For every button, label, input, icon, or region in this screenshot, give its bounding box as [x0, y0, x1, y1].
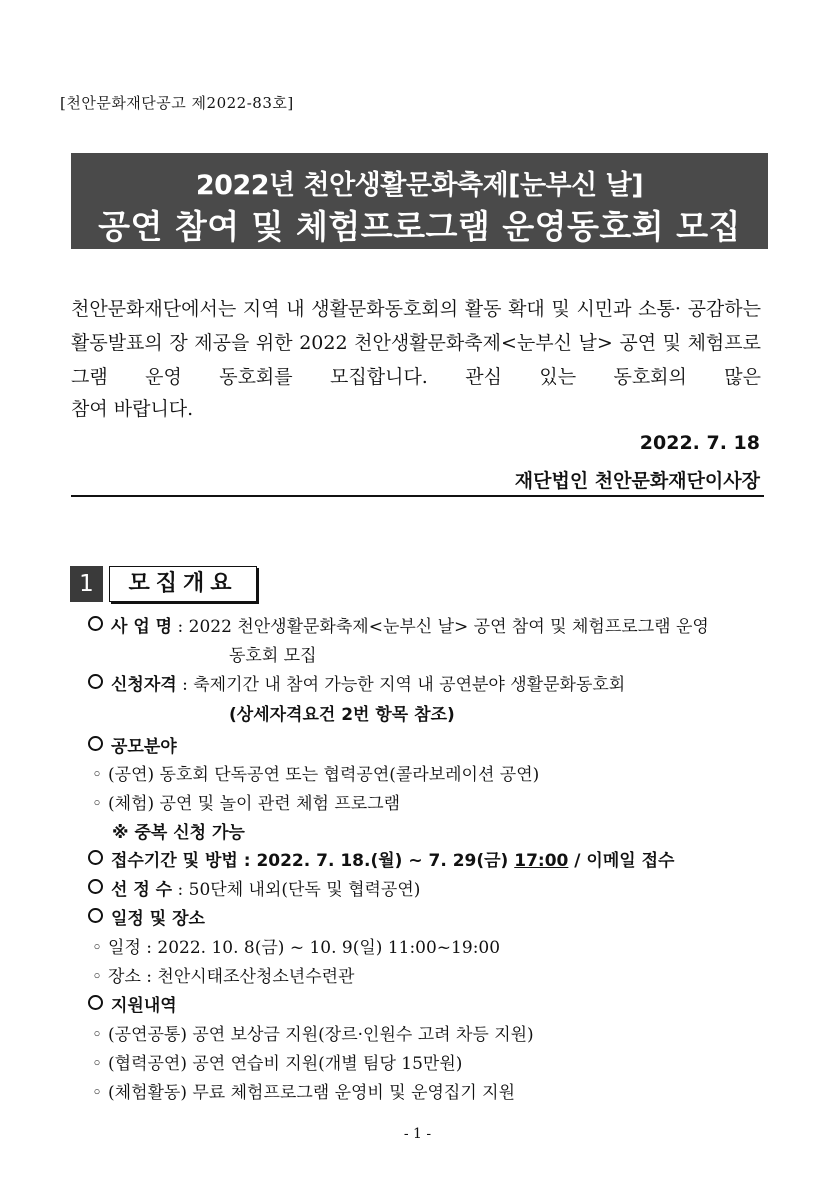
small-circle-bullet-icon: ◦ [92, 794, 103, 814]
schedule-item: ◦ 장소 : 천안시태조산청소년수련관 [92, 967, 355, 987]
divider-line [71, 495, 764, 497]
circle-bullet-icon [88, 908, 103, 923]
qualification-note: (상세자격요건 2번 항목 참조) [229, 705, 455, 725]
title-banner [71, 153, 768, 249]
period-time: 17:00 [514, 851, 569, 871]
intro-last-line: 참여 바랍니다. [71, 398, 194, 420]
signer: 재단법인 천안문화재단이사장 [514, 470, 760, 492]
business-value-cont: 동호회 모집 [229, 646, 317, 666]
fields-row [88, 732, 177, 757]
circle-bullet-icon [88, 995, 103, 1010]
qualification-label: 신청자격 [111, 675, 177, 695]
support-item: ◦ (협력공연) 공연 연습비 지원(개별 팀당 15만원) [92, 1054, 463, 1074]
business-sep: : [172, 617, 189, 637]
circle-bullet-icon [88, 879, 103, 894]
support-label: 지원내역 [111, 996, 177, 1016]
circle-bullet-icon [88, 736, 103, 751]
schedule-label: 일정 및 장소 [111, 909, 205, 929]
schedule-row [88, 904, 205, 929]
support-item: ◦ (공연공통) 공연 보상금 지원(장르·인원수 고려 차등 지원) [92, 1025, 534, 1045]
period-value: 2022. 7. 18.(월) ~ 7. 29(금) [256, 851, 515, 871]
selection-sep: : [172, 880, 189, 900]
support-item: ◦ (체험활동) 무료 체험프로그램 운영비 및 운영집기 지원 [92, 1083, 516, 1103]
qualification-row [88, 670, 625, 695]
section-number: 1 [70, 566, 103, 602]
period-method: / 이메일 접수 [568, 851, 675, 871]
selection-row [88, 875, 420, 900]
support-row [88, 991, 177, 1016]
period-sep: : [237, 851, 257, 871]
banner-title-line2: 공연 참여 및 체험프로그램 운영동호회 모집 [98, 207, 741, 246]
notice-number: [천안문화재단공고 제2022-83호] [60, 94, 294, 112]
period-row [88, 846, 674, 871]
notice-date: 2022. 7. 18 [639, 432, 760, 454]
intro-paragraph: 천안문화재단에서는 지역 내 생활문화동호회의 활동 확대 및 시민과 소통· 공감하는 활동발표의 장 제공을 위한 2022 천안생활문화축제<눈부신 날> 공연 및 체험프로그램 운영 동호회를 모집합니다. 관심 있는 동호회의 많은 [71, 298, 761, 388]
period-label: 접수기간 및 방법 [111, 851, 238, 871]
circle-bullet-icon [88, 850, 103, 865]
small-circle-bullet-icon: ◦ [92, 1054, 103, 1074]
small-circle-bullet-icon: ◦ [92, 765, 103, 785]
qualification-sep: : [176, 675, 194, 695]
banner-title-line1: 2022년 천안생활문화축제[눈부신 날] [195, 170, 644, 201]
business-row [88, 612, 709, 637]
fields-item: ◦ (체험) 공연 및 놀이 관련 체험 프로그램 [92, 794, 401, 814]
circle-bullet-icon [88, 674, 103, 689]
page-number: - 1 - [403, 1126, 432, 1142]
selection-label: 선 정 수 [111, 880, 173, 900]
fields-note: ※ 중복 신청 가능 [112, 823, 245, 843]
business-label: 사 업 명 [111, 617, 173, 637]
qualification-value: 축제기간 내 참여 가능한 지역 내 공연분야 생활문화동호회 [193, 675, 626, 695]
section-title: 모집개요 [109, 566, 257, 602]
business-value: 2022 천안생활문화축제<눈부신 날> 공연 참여 및 체험프로그램 운영 [188, 617, 709, 637]
fields-label: 공모분야 [111, 737, 177, 757]
circle-bullet-icon [88, 616, 103, 631]
small-circle-bullet-icon: ◦ [92, 938, 103, 958]
fields-item: ◦ (공연) 동호회 단독공연 또는 협력공연(콜라보레이션 공연) [92, 765, 540, 785]
small-circle-bullet-icon: ◦ [92, 967, 103, 987]
small-circle-bullet-icon: ◦ [92, 1025, 103, 1045]
selection-value: 50단체 내외(단독 및 협력공연) [188, 880, 421, 900]
small-circle-bullet-icon: ◦ [92, 1083, 103, 1103]
schedule-item: ◦ 일정 : 2022. 10. 8(금) ~ 10. 9(일) 11:00~19:00 [92, 938, 501, 958]
